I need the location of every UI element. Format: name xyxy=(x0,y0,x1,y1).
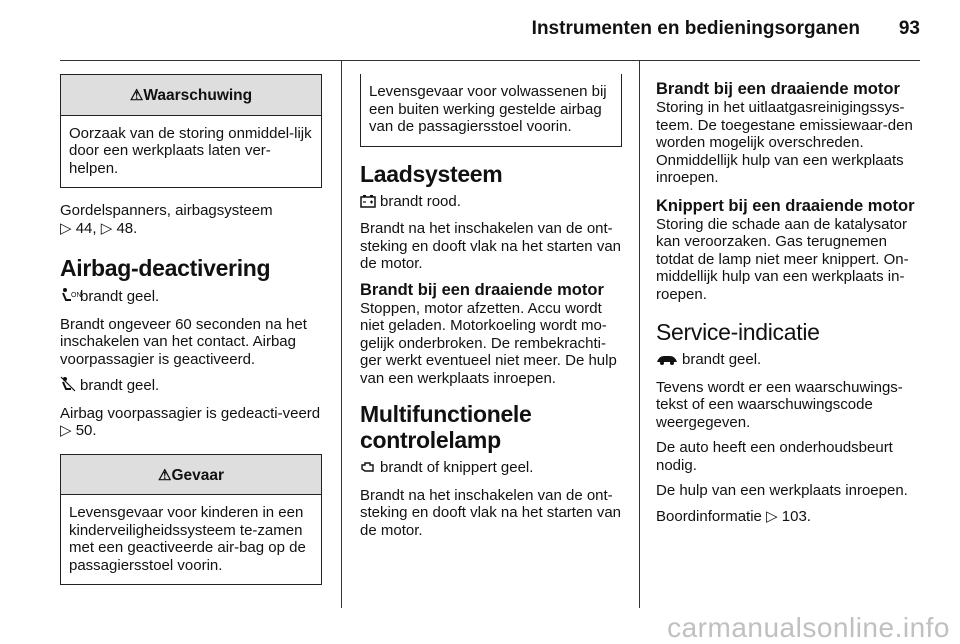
airbag-off-paragraph xyxy=(60,405,322,440)
warning-triangle-icon: ⚠ xyxy=(129,87,144,104)
danger-box-continued xyxy=(360,74,622,147)
subheading-draaiende-motor: Brandt bij een draaiende motor xyxy=(360,280,604,299)
warning-title: Waarschuwing xyxy=(143,87,253,104)
airbag-on-line xyxy=(60,287,322,308)
page-ref-icon: ▷ xyxy=(60,219,72,237)
warning-body: Oorzaak van de storing onmiddel-lijk door een werkplaats laten ver-helpen. xyxy=(69,124,312,177)
airbag-off-ref: 50. xyxy=(75,422,97,439)
engine-text: brandt of knippert geel. xyxy=(380,459,534,476)
danger-box xyxy=(60,454,322,586)
col3-paragraph-4: De auto heeft een onderhoudsbeurt nodig. xyxy=(656,439,893,474)
col3-paragraph-2: Storing die schade aan de katalysator kan veroorzaken. Gas terugnemen totdat de lamp niet meer knippert. On-middellijk hulp van een werkplaats in-roepen. xyxy=(656,215,909,303)
battery-icon xyxy=(360,194,376,213)
page-ref-icon: ▷ xyxy=(766,507,778,525)
warning-box-header xyxy=(61,75,321,116)
subheading-knippert: Knippert bij een draaiende motor xyxy=(656,196,915,215)
airbag-off-body: Airbag voorpassagier is gedeacti-veerd xyxy=(60,404,321,422)
airbag-on-text: brandt geel. xyxy=(80,288,160,305)
column-2 xyxy=(360,74,622,547)
column-divider-1 xyxy=(341,60,342,608)
battery-line xyxy=(360,193,622,213)
airbag-off-text: brandt geel. xyxy=(80,377,160,394)
airbag-on-paragraph: Brandt ongeveer 60 seconden na het inschakelen van het contact. Airbag voorpassagier is geactiveerd. xyxy=(60,315,307,368)
section-title-laadsysteem: Laadsysteem xyxy=(360,160,503,187)
section-title-airbag: Airbag-deactivering xyxy=(60,255,271,281)
danger-continued-body: Levensgevaar voor volwassenen bij een buiten werking gestelde airbag van de passagiersstoel voorin. xyxy=(369,83,607,135)
battery-text: brandt rood. xyxy=(380,192,461,210)
gordel-ref-2: 48. xyxy=(116,219,138,237)
subheading-draaiende-motor-2: Brandt bij een draaiende motor xyxy=(656,80,900,98)
danger-body: Levensgevaar voor kinderen in een kinderveiligheidssysteem te-zamen met een geactiveerde air-bag op de passagiersstoel voorin. xyxy=(69,504,306,574)
danger-title: Gevaar xyxy=(171,466,225,484)
gordel-ref-1: 44, xyxy=(75,219,97,237)
gordel-text: Gordelspanners, airbagsysteem xyxy=(60,202,273,219)
airbag-on-icon xyxy=(60,287,82,308)
svg-text:ON: ON xyxy=(71,292,82,299)
column-1 xyxy=(60,74,322,597)
warning-triangle-icon: ⚠ xyxy=(157,466,172,484)
section-title-multifunctionele: Multifunctionele controlelamp xyxy=(360,401,532,453)
airbag-off-line xyxy=(60,376,322,397)
page-number: 93 xyxy=(898,18,920,39)
boordinformatie-text: Boordinformatie xyxy=(656,507,762,525)
engine-icon xyxy=(360,460,376,479)
column-divider-2 xyxy=(639,60,640,608)
watermark: carmanualsonline.info xyxy=(667,612,950,643)
page-ref-icon: ▷ xyxy=(60,422,72,439)
page-ref-icon: ▷ xyxy=(100,219,113,237)
service-line xyxy=(656,351,922,371)
section-title-service: Service-indicatie xyxy=(656,319,820,345)
multi-paragraph: Brandt na het inschakelen van de ont-steking en dooft vlak na het starten van de motor. xyxy=(360,486,621,539)
danger-box-header xyxy=(61,455,321,496)
header-rule xyxy=(60,60,920,61)
laad-paragraph-1: Brandt na het inschakelen van de ont-steking en dooft vlak na het starten van de motor. xyxy=(360,220,621,272)
column-3 xyxy=(656,74,922,533)
engine-line xyxy=(360,459,622,479)
boordinformatie-ref: 103. xyxy=(781,507,811,525)
airbag-off-icon xyxy=(60,376,76,397)
laad-paragraph-2: Stoppen, motor afzetten. Accu wordt niet geladen. Motorkoeling wordt mo-gelijk onderbroken. De rembekrachti-ger werkt eventueel niet meer. De hulp van een werkplaats inroepen. xyxy=(360,299,617,387)
col3-paragraph-3: Tevens wordt er een waarschuwings-tekst of een waarschuwingscode weergegeven. xyxy=(656,378,903,431)
warning-box xyxy=(60,74,322,188)
col3-paragraph-5: De hulp van een werkplaats inroepen. xyxy=(656,482,908,499)
col3-paragraph-1: Storing in het uitlaatgasreinigingssys-teem. De toegestane emissiewaar-den worden mogelijk overschreden. Onmiddellijk hulp van een werkplaats inroepen. xyxy=(656,99,913,186)
wrench-car-icon xyxy=(656,353,678,371)
service-text: brandt geel. xyxy=(682,351,762,368)
col3-paragraph-6 xyxy=(656,508,922,526)
gordel-paragraph xyxy=(60,202,322,237)
page-header-title: Instrumenten en bedieningsorganen xyxy=(531,18,860,39)
